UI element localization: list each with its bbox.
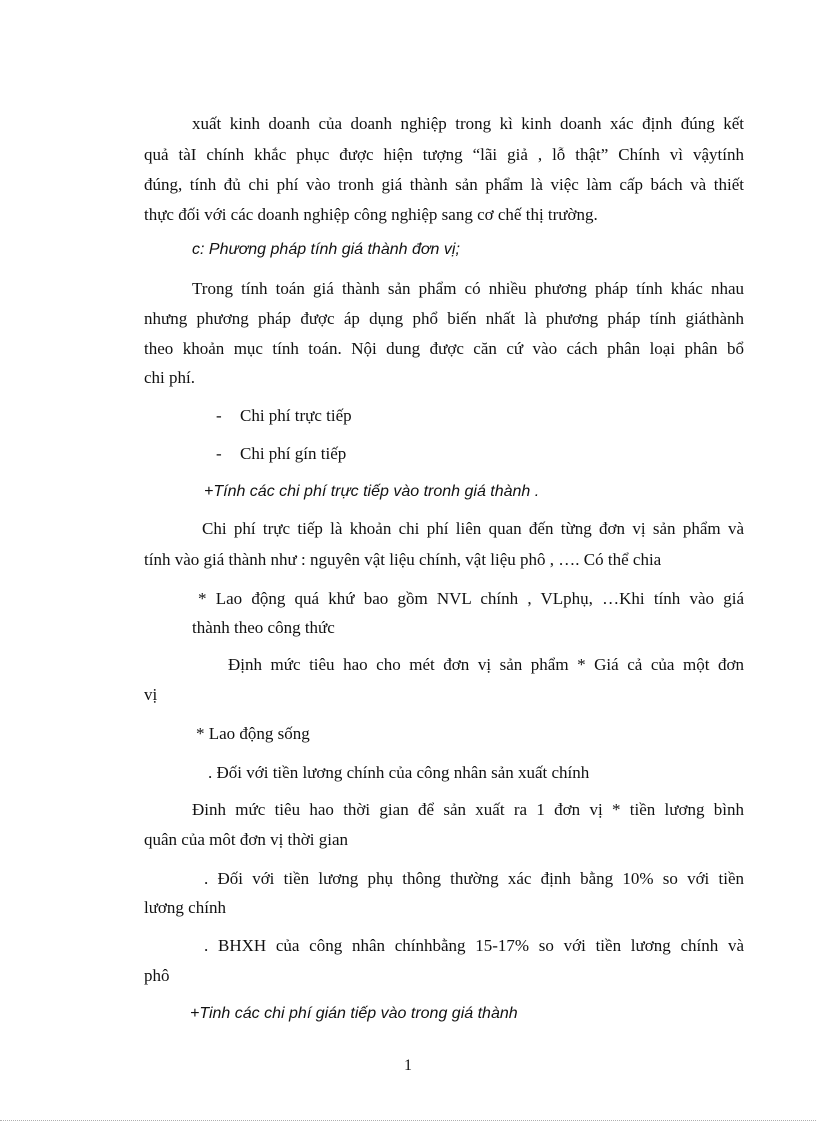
sub-wage-line-1: . Đối với tiền lương phụ thông thường xác định bằng 10% so với tiền xyxy=(204,869,744,888)
page-bottom-border xyxy=(0,1120,816,1121)
paragraph-3-line-1: Chi phí trực tiếp là khoản chi phí liên quan đến từng đơn vị sản phẩm và xyxy=(202,519,744,538)
main-wage-line: . Đối với tiền lương chính của công nhân sản xuất chính xyxy=(208,763,590,782)
paragraph-2-line-2: nhưng phương pháp được áp dụng phổ biến nhất là phương pháp tính giáthành xyxy=(144,309,744,328)
paragraph-2-line-3: theo khoản mục tính toán. Nội dung được căn cứ vào cách phân loại phân bổ xyxy=(144,339,744,358)
paragraph-2-line-4: chi phí. xyxy=(144,368,195,387)
material-formula-line-1: Định mức tiêu hao cho mét đơn vị sản phẩm * Giá cả của một đơn xyxy=(228,655,744,674)
paragraph-1-line-2: quả tàI chính khắc phục được hiện tượng “lãi giả , lỗ thật” Chính vì vậytính xyxy=(144,145,744,164)
paragraph-3-line-2: tính vào giá thành như : nguyên vật liệu chính, vật liệu phô , …. Có thể chia xyxy=(144,550,662,569)
wage-formula-line-1: Đinh mức tiêu hao thời gian để sản xuất ra 1 đơn vị * tiền lương bình xyxy=(192,800,744,819)
insurance-line-2: phô xyxy=(144,966,170,985)
sub-wage-line-2: lương chính xyxy=(144,898,226,917)
paragraph-1-line-4: thực đối với các doanh nghiệp công nghiệp sang cơ chế thị trường. xyxy=(144,205,598,224)
section-heading-c: c: Phương pháp tính giá thành đơn vị; xyxy=(192,241,460,258)
wage-formula-line-2: quân của môt đơn vị thời gian xyxy=(144,830,348,849)
bullet-item-indirect-cost: Chi phí gín tiếp xyxy=(240,444,347,463)
paragraph-2-line-1: Trong tính toán giá thành sản phẩm có nhiều phương pháp tính khác nhau xyxy=(192,279,744,298)
live-labor-heading: * Lao động sống xyxy=(196,724,310,743)
past-labor-line-1: * Lao động quá khứ bao gồm NVL chính , VLphụ, …Khi tính vào giá xyxy=(198,589,744,608)
page-number: 1 xyxy=(404,1057,412,1074)
material-formula-line-2: vị xyxy=(144,685,158,704)
section-heading-direct-costs: +Tính các chi phí trực tiếp vào tronh giá thành . xyxy=(204,483,540,500)
bullet-item-direct-cost: Chi phí trực tiếp xyxy=(240,406,352,425)
bullet-dash-2: - xyxy=(216,444,222,463)
paragraph-1-line-3: đúng, tính đủ chi phí vào tronh giá thành sản phẩm là việc làm cấp bách và thiết xyxy=(144,175,744,194)
bullet-dash-1: - xyxy=(216,406,222,425)
past-labor-line-2: thành theo công thức xyxy=(192,618,335,637)
paragraph-1-line-1: xuất kinh doanh của doanh nghiệp trong kì kinh doanh xác định đúng kết xyxy=(192,114,744,133)
section-heading-indirect-costs: +Tinh các chi phí gián tiếp vào trong giá thành xyxy=(190,1005,518,1022)
insurance-line-1: . BHXH của công nhân chínhbằng 15-17% so với tiền lương chính và xyxy=(204,936,744,955)
